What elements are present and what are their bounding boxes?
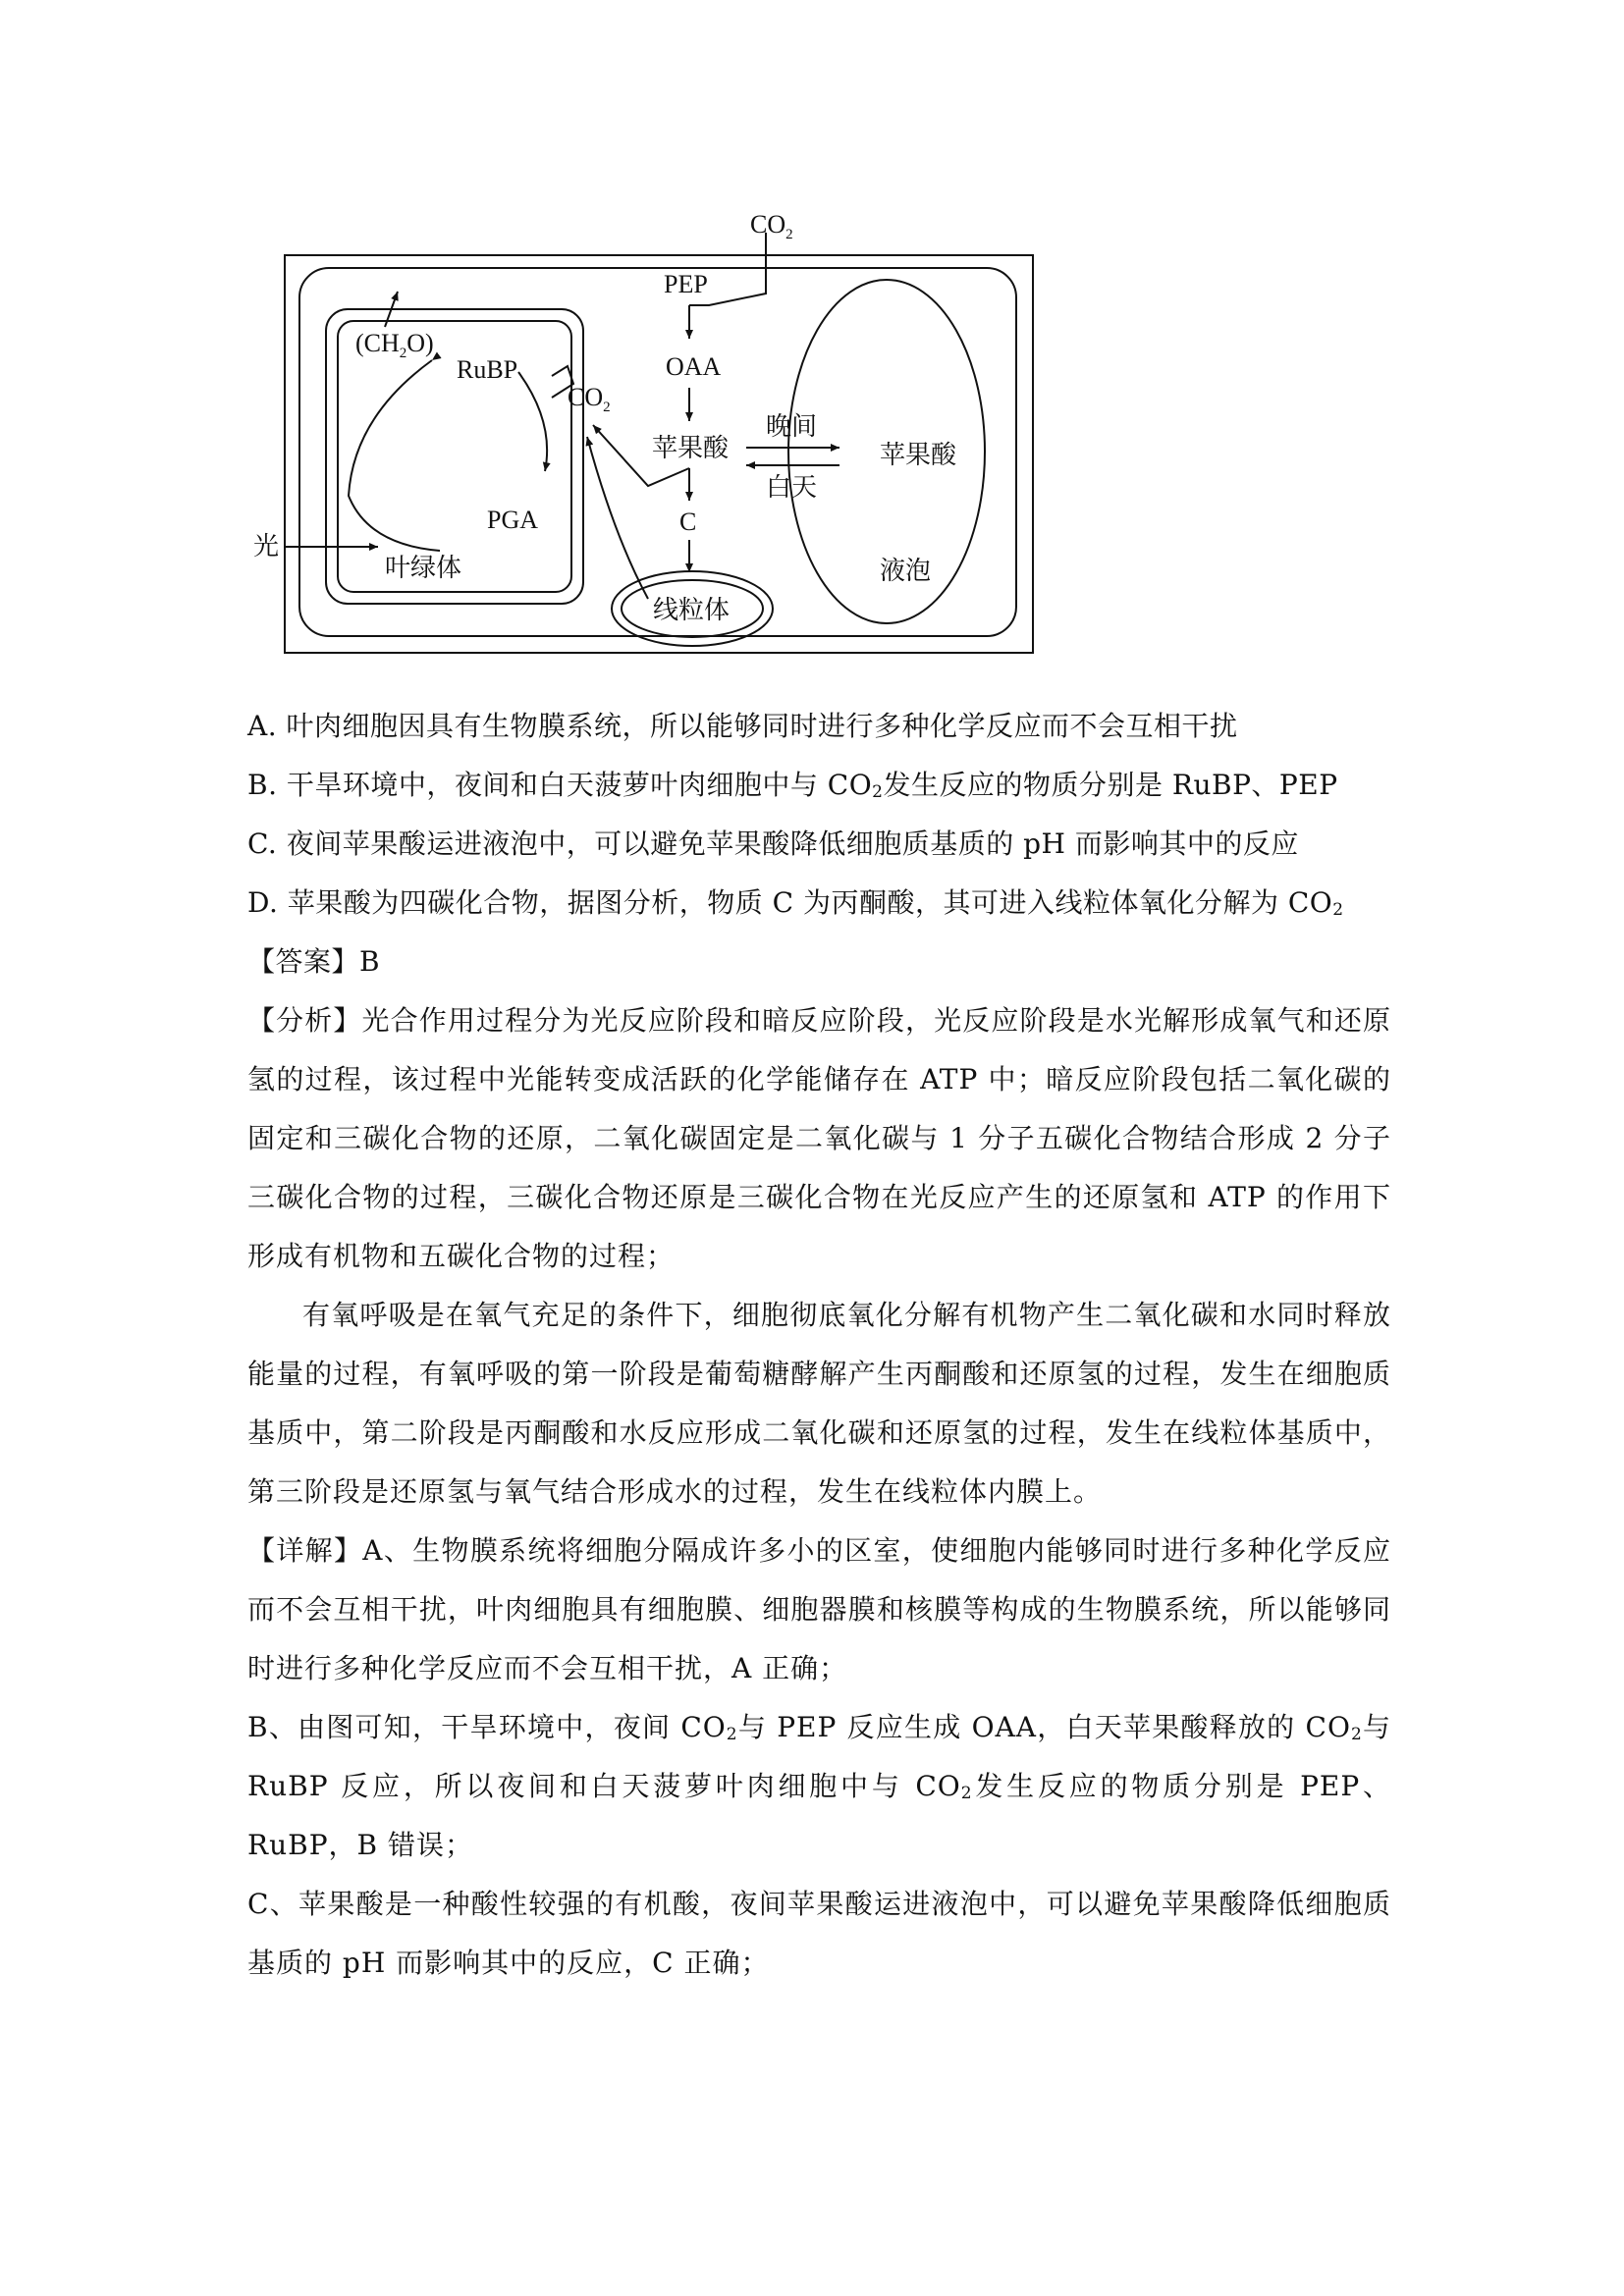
label-chloroplast: 叶绿体 (385, 554, 462, 583)
label-light: 光 (253, 532, 280, 561)
answer: 【答案】B (247, 945, 381, 978)
calvin-arc-right (518, 372, 547, 471)
detail-b: B、由图可知，干旱环境中，夜间 $CO_2$与 PEP 反应生成 OAA，白天苹果酸释放的 $CO_2$与 RuBP 反应，所以夜间和白天菠萝叶肉细胞中与 $CO_2$发生反应的物质分别是 PEP、RuBP，B 错误； (247, 1711, 1392, 1861)
label-c: C (679, 507, 697, 536)
label-malic-vacuole: 苹果酸 (880, 441, 957, 470)
arrow-mito-to-co2 (587, 437, 648, 599)
diagram-svg (253, 210, 1041, 663)
option-d: D. 苹果酸为四碳化合物，据图分析，物质 C 为丙酮酸，其可进入线粒体氧化分解为 $CO_2$ (247, 886, 1344, 920)
analysis-paragraph-1: 【分析】光合作用过程分为光反应阶段和暗反应阶段，光反应阶段是水光解形成氧气和还原氢的过程，该过程中光能转变成活跃的化学能储存在 ATP 中；暗反应阶段包括二氧化碳的固定和三碳化合物的还原，二氧化碳固定是二氧化碳与 1 分子五碳化合物结合形成 2 分子三碳化合物的过程，三碳化合物还原是三碳化合物在光反应产生的还原氢和 ATP 的作用下形成有机物和五碳化合物的过程； (247, 1004, 1391, 1272)
label-mitochondrion: 线粒体 (653, 596, 731, 625)
label-vacuole: 液泡 (880, 557, 932, 586)
option-a: A. 叶肉细胞因具有生物膜系统，所以能够同时进行多种化学反应而不会互相干扰 (247, 710, 1238, 742)
calvin-arc-left (349, 360, 440, 551)
label-day: 白天 (766, 473, 818, 503)
label-malic-cytosol: 苹果酸 (652, 434, 730, 463)
option-c: C. 夜间苹果酸运进液泡中，可以避免苹果酸降低细胞质基质的 pH 而影响其中的反应 (247, 828, 1299, 860)
detail-a: 【详解】A、生物膜系统将细胞分隔成许多小的区室，使细胞内能够同时进行多种化学反应而不会互相干扰，叶肉细胞具有细胞膜、细胞器膜和核膜等构成的生物膜系统，所以能够同时进行多种化学反应而不会互相干扰，A 正确； (247, 1534, 1391, 1684)
label-night: 晚间 (766, 412, 818, 442)
question-content (247, 697, 1391, 1993)
label-pep: PEP (664, 270, 708, 298)
cam-cell-diagram (253, 210, 1041, 663)
analysis-paragraph-2: 有氧呼吸是在氧气充足的条件下，细胞彻底氧化分解有机物产生二氧化碳和水同时释放能量的过程，有氧呼吸的第一阶段是葡萄糖酵解产生丙酮酸和还原氢的过程，发生在细胞质基质中，第二阶段是丙酮酸和水反应形成二氧化碳和还原氢的过程，发生在线粒体基质中，第三阶段是还原氢与氧气结合形成水的过程，发生在线粒体内膜上。 (247, 1299, 1391, 1508)
label-pga: PGA (487, 506, 539, 534)
detail-c: C、苹果酸是一种酸性较强的有机酸，夜间苹果酸运进液泡中，可以避免苹果酸降低细胞质基质的 pH 而影响其中的反应，C 正确； (247, 1888, 1391, 1979)
label-co2-mid: $CO_2$ (568, 383, 611, 415)
label-rubp: RuBP (457, 355, 518, 384)
label-oaa: OAA (666, 352, 722, 381)
option-b: B. 干旱环境中，夜间和白天菠萝叶肉细胞中与 $CO_2$发生反应的物质分别是 RuBP、PEP (247, 769, 1338, 802)
label-co2-top: $CO_2$ (750, 210, 793, 242)
chloroplast-inner (338, 321, 571, 592)
label-ch2o: $(CH_2O)$ (355, 329, 434, 361)
